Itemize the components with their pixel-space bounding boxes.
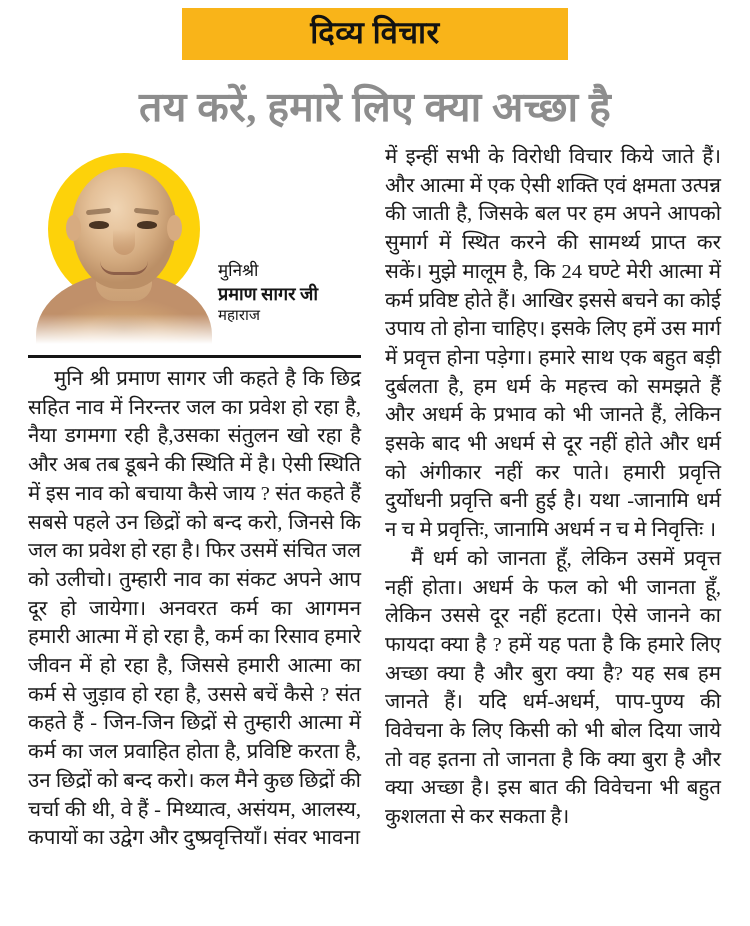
author-honorific: मुनिश्री <box>218 261 259 280</box>
author-block <box>28 143 361 348</box>
masthead-banner <box>182 8 568 60</box>
left-column-text <box>28 365 361 853</box>
author-byline <box>218 259 363 327</box>
masthead-banner-row <box>0 8 750 60</box>
column-divider-rule <box>28 355 361 358</box>
right-eye-shape <box>137 221 157 229</box>
paragraph: मैं धर्म को जानता हूँ, लेकिन उसमें प्रवृत्त नहीं होता। अधर्म के फल को भी जानता हूँ, लेकिन उससे दूर नहीं हटता। ऐसे जानने का फायदा क्या है ? हमें यह पता है कि हमारे लिए अच्छा क्या है और बुरा क्या है? यह सब हम जानते हैं। यदि धर्म-अधर्म, पाप-पुण्य की विवेचना के लिए किसी को भी बोल दिया जाये तो वह इतना तो जानता है कि क्या बुरा है और क्या अच्छा है। इस बात की विवेचना भी बहुत कुशलता से कर सकता है। <box>385 547 721 829</box>
right-column <box>385 143 721 926</box>
right-column-text <box>385 143 721 832</box>
author-title: महाराज <box>218 308 260 324</box>
author-name: प्रमाण सागर जी <box>218 284 319 304</box>
portrait-bottom-fade <box>34 314 214 348</box>
right-ear-shape <box>167 215 182 241</box>
paragraph: में इन्हीं सभी के विरोधी विचार किये जाते हैं। और आत्मा में एक ऐसी शक्ति एवं क्षमता उत्पन्न की जाती है, जिसके बल पर हम अपने आपको सुमार्ग में स्थित करने की सामर्थ्य प्राप्त कर सकें। मुझे मालूम है, कि 24 घण्टे मेरी आत्मा में कर्म प्रविष्ट होते हैं। आखिर इससे बचने का कोई उपाय तो होना चाहिए। इसके लिए हमें उस मार्ग में प्रवृत्त होना पड़ेगा। हमारे साथ एक बहुत बड़ी दुर्बलता है, हम धर्म के महत्त्व को समझते हैं और अधर्म के प्रभाव को भी जानते हैं, लेकिन इसके बाद भी अधर्म से दूर नहीं होते और धर्म को अंगीकार नहीं कर पाते। हमारी प्रवृत्ति दुर्योधनी प्रवृत्ति बनी हुई है। यथा -जानामि धर्म न च मे प्रवृत्तिः, जानामि अधर्म न च मे निवृत्तिः । <box>385 146 721 542</box>
left-column <box>28 143 361 926</box>
left-ear-shape <box>66 215 81 241</box>
article-headline: तय करें, हमारे लिए क्या अच्छा है <box>138 84 612 130</box>
left-eye-shape <box>89 221 109 229</box>
mouth-shape <box>100 261 148 275</box>
author-portrait <box>34 151 214 348</box>
banner-title: दिव्य विचार <box>310 14 440 50</box>
nose-shape <box>113 229 135 255</box>
paragraph: मुनि श्री प्रमाण सागर जी कहते है कि छिद्र सहित नाव में निरन्तर जल का प्रवेश हो रहा है, नैया डगमगा रही है,उसका संतुलन खो रहा है और अब तब डूबने की स्थिति में है। ऐसी स्थिति में इस नाव को बचाया कैसे जाय ? संत कहते हैं सबसे पहले उन छिद्रों को बन्द करो, जिनसे कि जल का प्रवेश हो रहा है। फिर उसमें संचित जल को उलीचो। तुम्हारी नाव का संकट अपने आप दूर हो जायेगा। अनवरत कर्म का आगमन हमारी आत्मा में हो रहा है, कर्म का रिसाव हमारे जीवन में हो रहा है, जिससे हमारी आत्मा का कर्म से जुड़ाव हो रहा है, उससे बचें कैसे ? संत कहते हैं - जिन-जिन छिद्रों से तुम्हारी आत्मा में कर्म का जल प्रवाहित होता है, प्रविष्टि करता है, उन छिद्रों को बन्द करो। कल मैने कुछ छिद्रों की चर्चा की थी, वे हैं - मिथ्यात्व, असंयम, आलस्य, कपायों का उद्वेग और दुष्प्रवृत्तियाँ। संवर भावना <box>28 368 361 850</box>
article-columns <box>0 143 750 926</box>
